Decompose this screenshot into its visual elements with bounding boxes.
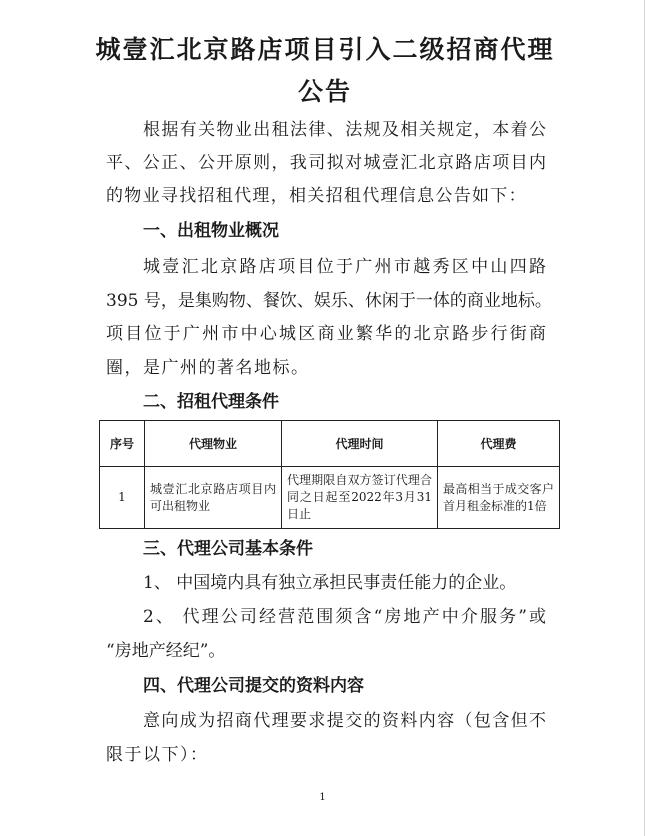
section-3-line-2: 2、 代理公司经营范围须含“房地产中介服务”或	[143, 607, 546, 627]
header-property: 代理物业	[145, 421, 282, 467]
header-period: 代理时间	[282, 421, 438, 467]
section-1-heading: 一、出租物业概况	[143, 221, 279, 241]
cell-period: 代理期限自双方签订代理合同之日起至2022年3月31日止	[282, 467, 438, 529]
table-header-row	[100, 421, 560, 467]
header-fee: 代理费	[438, 421, 560, 467]
section-3-heading: 三、代理公司基本条件	[143, 539, 313, 559]
section-1-line-4: 圈，是广州的著名地标。	[106, 358, 310, 378]
intro-line-1: 根据有关物业出租法律、法规及相关规定，本着公	[143, 120, 546, 140]
header-no: 序号	[100, 421, 145, 467]
section-4-line-2: 限于以下）：	[106, 745, 209, 765]
section-4-line-1: 意向成为招商代理要求提交的资料内容（包含但不	[143, 711, 546, 731]
intro-line-3: 的物业寻找招租代理，相关招租代理信息公告如下：	[106, 186, 527, 206]
cell-fee: 最高相当于成交客户首月租金标准的1倍	[438, 467, 560, 529]
section-3-line-1: 1、 中国境内具有独立承担民事责任能力的企业。	[143, 573, 517, 593]
intro-line-2: 平、公正、公开原则，我司拟对城壹汇北京路店项目内	[106, 153, 546, 173]
table-row	[100, 467, 560, 529]
section-1-line-3: 项目位于广州市中心城区商业繁华的北京路步行街商	[106, 324, 546, 344]
section-4-heading: 四、代理公司提交的资料内容	[143, 676, 364, 696]
cell-property: 城壹汇北京路店项目内可出租物业	[145, 467, 282, 529]
section-2-heading: 二、招租代理条件	[143, 392, 279, 412]
page-number: 1	[319, 792, 326, 803]
document-title-line-1: 城壹汇北京路店项目引入二级招商代理	[95, 35, 555, 64]
document-title-line-2: 公告	[297, 77, 352, 106]
section-3-line-3: “房地产经纪”。	[106, 641, 226, 661]
agency-terms-table	[99, 420, 560, 529]
cell-no: 1	[100, 467, 145, 529]
section-1-line-1: 城壹汇北京路店项目位于广州市越秀区中山四路	[143, 257, 546, 277]
section-1-line-2: 395 号，是集购物、餐饮、娱乐、休闲于一体的商业地标。	[106, 291, 552, 311]
